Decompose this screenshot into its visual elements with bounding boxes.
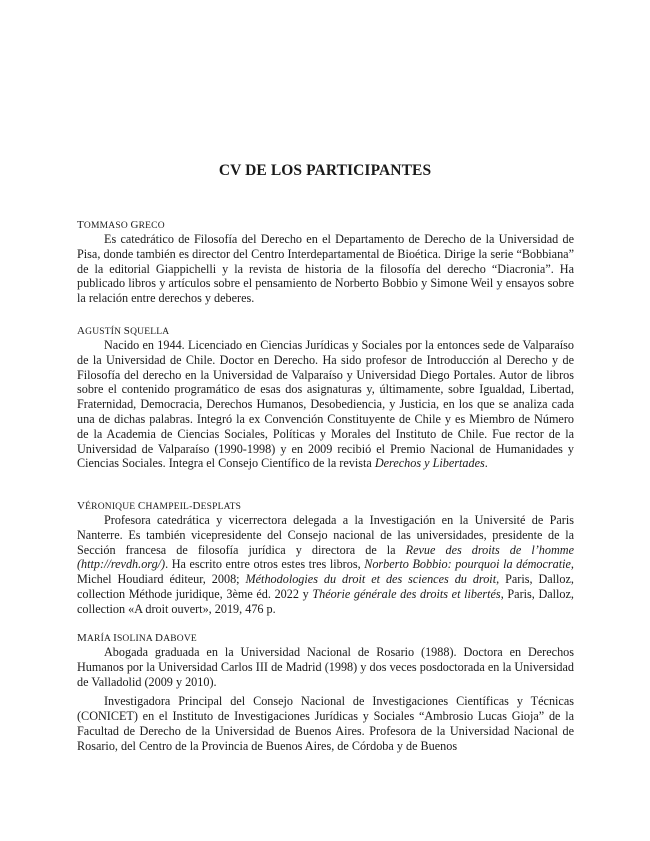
text-run: , Paris, Dalloz, collection «A droit ouvert», 2019, 476 p. (77, 586, 574, 616)
participant-entry (77, 500, 574, 617)
participant-name: MARÍA ISOLINA DABOVE (77, 632, 197, 644)
text-run: Abogada graduada en la Universidad Nacional de Rosario (1988). Doctora en Derechos Humanos por la Universidad Carlos III de Madrid (1998) y dos veces posdoctorada en la Universidad de Valladolid (2009 y 2010). (77, 645, 574, 689)
participant-name: VÉRONIQUE CHAMPEIL-DESPLATS (77, 500, 242, 512)
italic-text: Méthodologies du droit et des sciences du droit (245, 572, 497, 587)
text-run: Es catedrático de Filosofía del Derecho en el Departamento de Derecho de la Universidad de Pisa, donde también es director del Centro Interdepartamental de Bioética. Dirige la serie “Bobbiana” de la editorial Giappichelli y la revista de historia de la filosofía del derecho “Diacronia”. Ha publicado libros y artículos sobre el pensamiento de Norberto Bobbio y Simone Weil y ensayos sobre la relación entre derechos y deberes. (77, 232, 574, 306)
participant-name: TOMMASO GRECO (77, 219, 165, 231)
italic-text: Norberto Bobbio: pourquoi la démocratie, (364, 557, 574, 572)
participant-name: AGUSTÍN SQUELLA (77, 325, 170, 337)
italic-text: Revue des droits de l’homme (http://revdh.org/) (77, 542, 575, 572)
text-run: , Paris, Dalloz, collection Méthode juridique, 3ème éd. 2022 y (77, 572, 574, 601)
italic-text: Derechos y Libertades (374, 456, 485, 471)
text-run: Michel Houdiard éditeur, 2008; (77, 572, 246, 587)
participant-entry (77, 219, 574, 306)
participant-entry (77, 325, 574, 471)
participant-entry (77, 632, 574, 754)
bio-paragraph (77, 338, 574, 471)
page-title: CV DE LOS PARTICIPANTES (218, 162, 432, 179)
text-run: Profesora catedrática y vicerrectora delegada a la Investigación en la Université de Paris Nanterre. Es también vicepresidente del Consejo nacional de las universidades, presidente de la Sección francesa de filosofía jurídica y directora de la (77, 513, 574, 557)
bio-paragraph (77, 645, 574, 689)
bio-paragraph (77, 232, 574, 306)
bio-paragraph (77, 694, 574, 753)
text-run: Investigadora Principal del Consejo Nacional de Investigaciones Científicas y Técnicas (CONICET) en el Instituto de Investigaciones Jurídicas y Sociales “Ambrosio Lucas Gioja” de la Facultad de Derecho de la Universidad de Buenos Aires. Profesora de la Universidad Nacional de Rosario, del Centro de la Provincia de Buenos Aires, de Córdoba y de Buenos (77, 694, 574, 753)
text-run: Nacido en 1944. Licenciado en Ciencias Jurídicas y Sociales por la entonces sede de Valparaíso de la Universidad de Chile. Doctor en Derecho. Ha sido profesor de Introducción al Derecho y de Filosofía del derecho en la Universidad de Valparaíso y Universidad Diego Portales. Autor de libros sobre el contenido programático de esas dos asignaturas y, últimamente, sobre Igualdad, Libertad, Fraternidad, Democracia, Derechos Humanos, Desobediencia, y Justicia, en los que se analiza cada una de dichas palabras. Integró la ex Convención Constituyente de Chile y es Miembro de Número de la Academia de Ciencias Sociales, Políticas y Morales del Instituto de Chile. Fue rector de la Universidad de Valparaíso (1990-1998) y en 2009 recibió el Premio Nacional de Humanidades y Ciencias Sociales. Integra el Consejo Científico de la revista (77, 338, 574, 471)
italic-text: Théorie générale des droits et libertés (312, 586, 501, 601)
text-run: . (484, 456, 488, 471)
text-run: . Ha escrito entre otros estes tres libros, (165, 557, 365, 572)
bio-paragraph (77, 513, 574, 617)
